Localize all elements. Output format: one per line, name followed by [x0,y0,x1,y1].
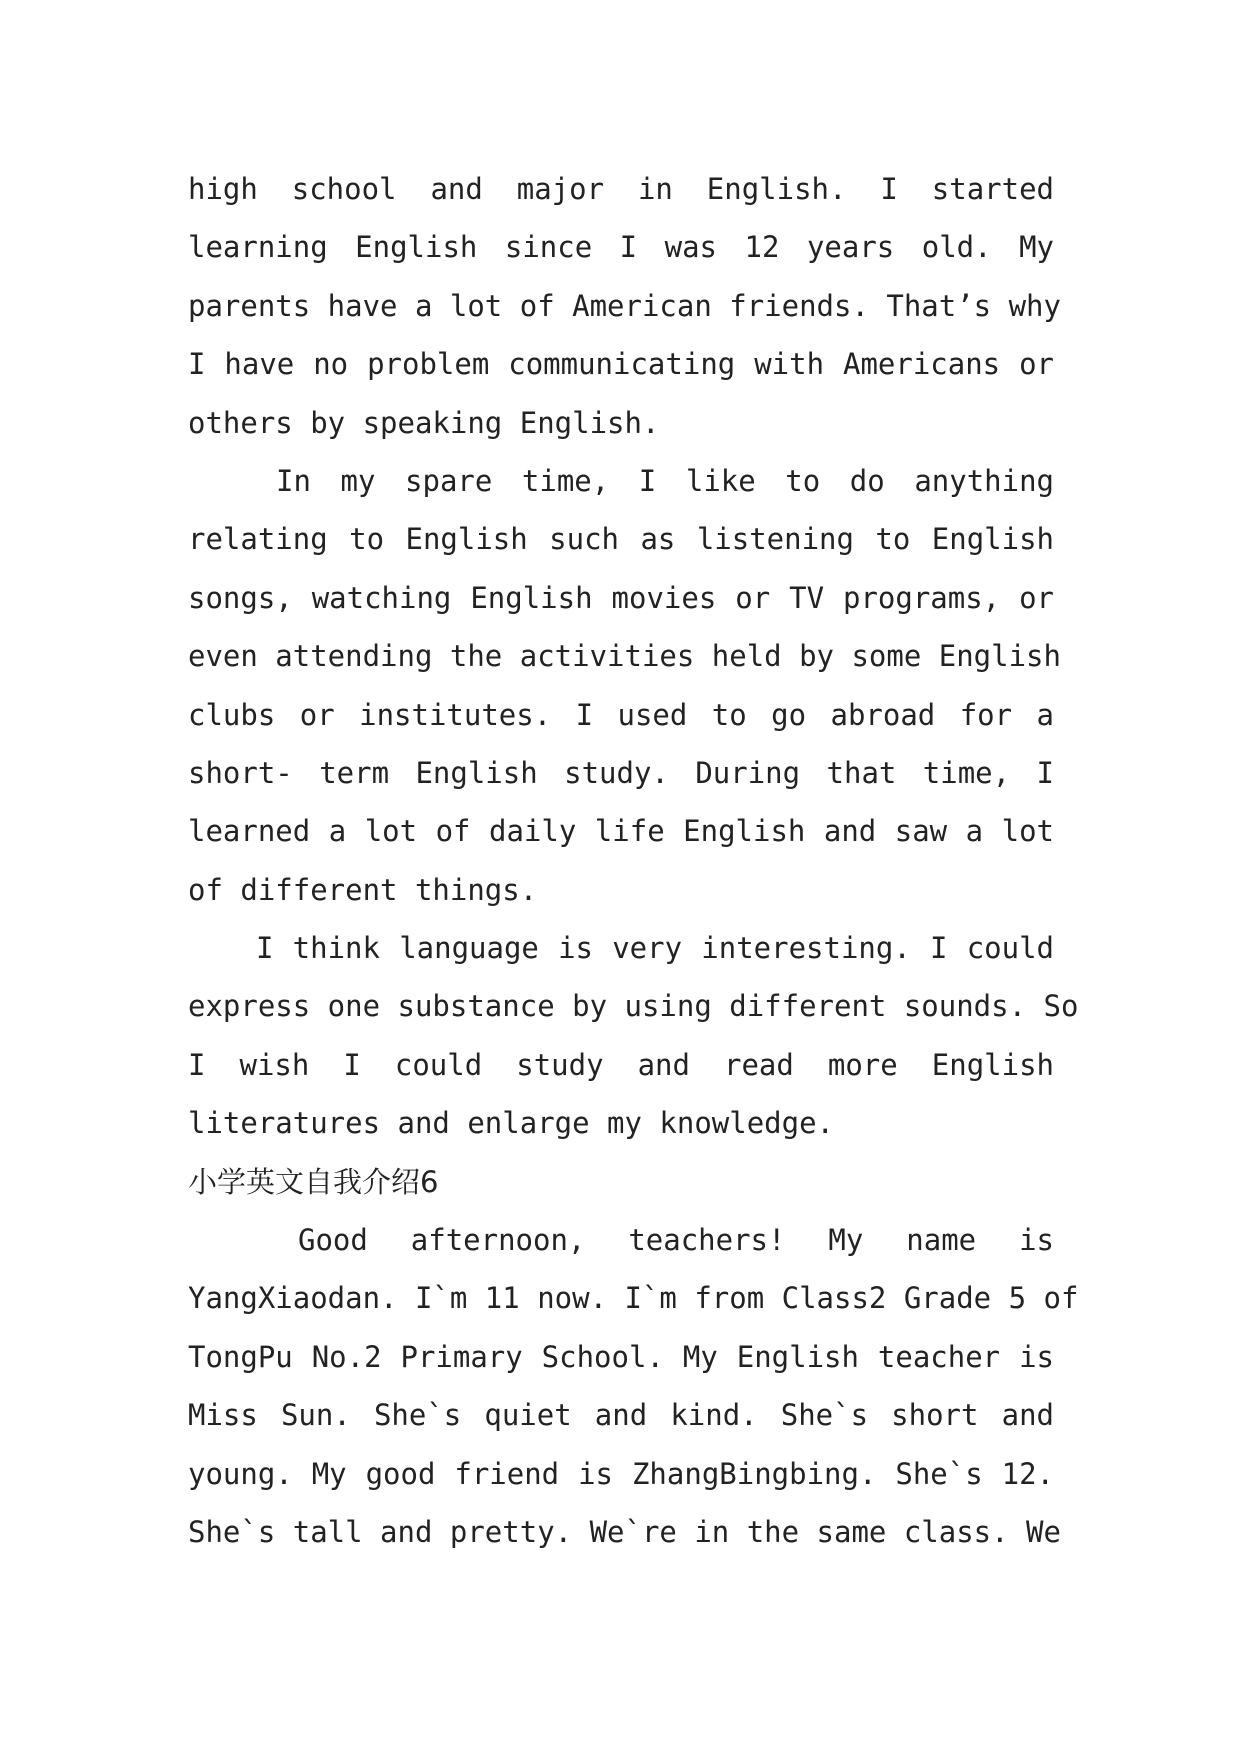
text-line: I think language is very interesting. I could [256,931,1054,966]
paragraph-1 [188,160,1061,452]
text-line: learned a lot of daily life English and saw a lot [188,814,1054,849]
paragraph-4 [188,1211,1079,1561]
text-line: TongPu No.2 Primary School. My English teacher is [188,1339,1054,1374]
paragraph-2 [188,452,1061,919]
text-line: I wish I could study and read more English [188,1047,1054,1082]
text-line: even attending the activities held by some English [188,639,1061,674]
text-line: young. My good friend is ZhangBingbing. She`s 12. [188,1456,1054,1491]
text-line: YangXiaodan. I`m 11 now. I`m from Class2 Grade 5 of [188,1281,1079,1316]
text-line: relating to English such as listening to English [188,522,1054,557]
text-line: Good afternoon, teachers! My name is [298,1223,1054,1258]
text-line: short- term English study. During that time, I [188,755,1054,790]
text-line: I have no problem communicating with Americans or [188,347,1054,382]
text-line: parents have a lot of American friends. That’s why [188,288,1061,323]
text-line: Miss Sun. She`s quiet and kind. She`s short and [188,1398,1054,1433]
text-line: clubs or institutes. I used to go abroad for a [188,697,1054,732]
text-line: express one substance by using different sounds. So [188,989,1079,1024]
text-line: others by speaking English. [188,405,660,440]
paragraph-3 [188,919,1079,1153]
text-line: literatures and enlarge my knowledge. [188,1106,835,1141]
text-line: In my spare time, I like to do anything [276,463,1054,498]
text-line: songs, watching English movies or TV programs, or [188,580,1054,615]
text-line: high school and major in English. I started [188,172,1054,206]
section-heading: 小学英文自我介绍6 [188,1164,439,1199]
text-line: of different things. [188,872,538,907]
text-line: learning English since I was 12 years old. My [188,230,1054,265]
text-line: She`s tall and pretty. We`re in the same class. We [188,1514,1061,1549]
document-page [188,160,1079,1561]
